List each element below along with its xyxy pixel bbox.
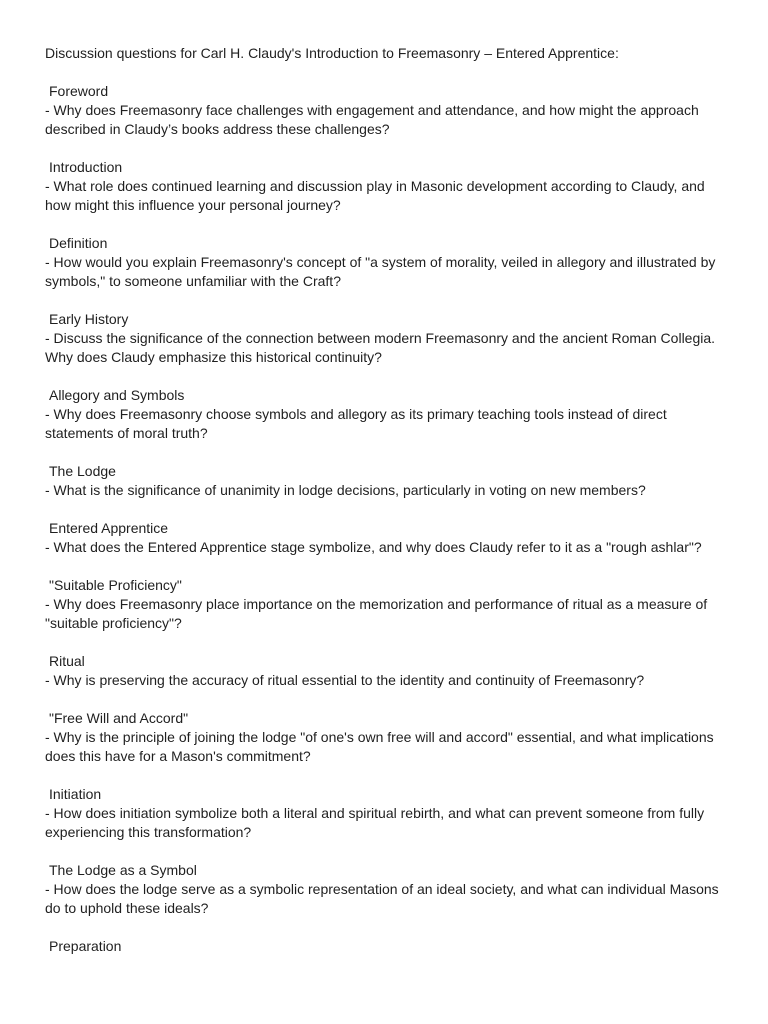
section-question: - Why does Freemasonry place importance on the memorization and performance of ritual as a measure of "suitable proficiency"? [45,596,708,631]
section-entered-apprentice [45,519,725,557]
section-question: - What does the Entered Apprentice stage symbolize, and why does Claudy refer to it as a "rough ashlar"? [45,539,702,555]
section-question: - Why does Freemasonry choose symbols and allegory as its primary teaching tools instead of direct statements of moral truth? [45,406,667,441]
section-early-history [45,310,725,367]
section-initiation [45,785,725,842]
section-suitable-proficiency [45,576,725,633]
section-question: - What is the significance of unanimity in lodge decisions, particularly in voting on new members? [45,482,646,498]
section-introduction [45,158,725,215]
section-the-lodge [45,462,725,500]
section-heading: Introduction [49,159,123,175]
section-definition [45,234,725,291]
section-question: - Why does Freemasonry face challenges with engagement and attendance, and how might the approach described in Claudy’s books address these challenges? [45,102,699,137]
section-ritual [45,652,725,690]
section-heading: Entered Apprentice [49,520,169,536]
section-question: - How does the lodge serve as a symbolic representation of an ideal society, and what can individual Masons do to uphold these ideals? [45,881,719,916]
section-lodge-as-symbol [45,861,725,918]
section-question: - Why is preserving the accuracy of ritual essential to the identity and continuity of Freemasonry? [45,672,645,688]
section-question: - How does initiation symbolize both a literal and spiritual rebirth, and what can prevent someone from fully experiencing this transformation? [45,805,705,840]
section-foreword [45,82,725,139]
section-heading: Allegory and Symbols [49,387,185,403]
section-question: - Discuss the significance of the connection between modern Freemasonry and the ancient Roman Collegia. Why does Claudy emphasize this historical continuity? [45,330,716,365]
section-heading: Definition [49,235,108,251]
section-heading: Preparation [49,938,122,954]
section-question: - What role does continued learning and discussion play in Masonic development according to Claudy, and how might this influence your personal journey? [45,178,705,213]
section-heading: Foreword [49,83,109,99]
section-preparation [45,937,725,956]
document-page [45,44,725,975]
section-heading: Initiation [49,786,102,802]
section-question: - How would you explain Freemasonry's concept of "a system of morality, veiled in allegory and illustrated by symbols," to someone unfamiliar with the Craft? [45,254,716,289]
section-allegory-and-symbols [45,386,725,443]
section-heading: The Lodge as a Symbol [49,862,197,878]
document-title: Discussion questions for Carl H. Claudy's Introduction to Freemasonry – Entered Apprentice: [45,45,619,61]
section-heading: Early History [49,311,129,327]
section-free-will-and-accord [45,709,725,766]
section-heading: "Free Will and Accord" [49,710,189,726]
section-heading: Ritual [49,653,85,669]
section-question: - Why is the principle of joining the lodge "of one's own free will and accord" essential, and what implications does this have for a Mason's commitment? [45,729,714,764]
section-heading: The Lodge [49,463,116,479]
section-heading: "Suitable Proficiency" [49,577,182,593]
